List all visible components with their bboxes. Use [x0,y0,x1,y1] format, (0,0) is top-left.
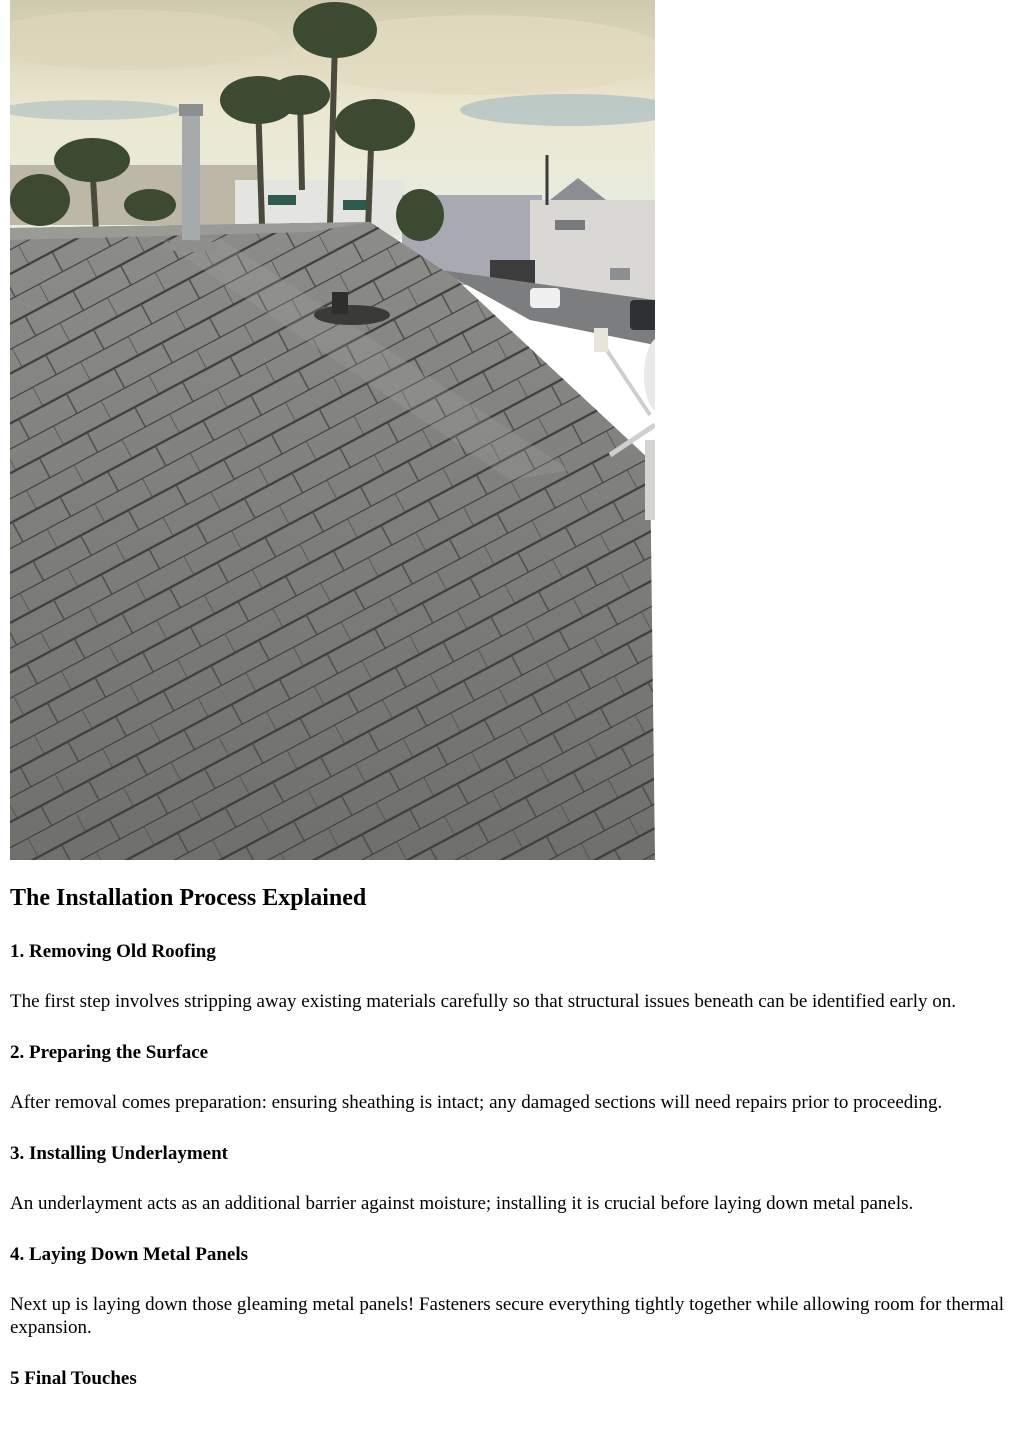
step-2-title: 2. Preparing the Surface [10,1042,209,1063]
roof-photo [10,0,655,860]
step-4-title: 4. Laying Down Metal Panels [10,1244,249,1265]
roof-photo-illustration [10,0,655,860]
step-3-title: 3. Installing Underlayment [10,1143,228,1164]
step-2-text: After removal comes preparation: ensuring sheathing is intact; any damaged sections will need repairs prior to proceeding. [10,1092,943,1113]
step-3-text: An underlayment acts as an additional barrier against moisture; installing it is crucial before laying down metal panels. [10,1193,914,1214]
step-4-text: Next up is laying down those gleaming metal panels! Fasteners secure everything tightly together while allowing room for thermal expansion. [10,1294,1005,1338]
step-1-title: 1. Removing Old Roofing [10,941,216,962]
step-5-title: 5 Final Touches [10,1368,137,1389]
vent-pipe [182,104,200,246]
step-1-text: The first step involves stripping away existing materials carefully so that structural issues beneath can be identified early on. [10,991,957,1012]
roof-vent [314,305,390,325]
section-heading: The Installation Process Explained [10,885,367,911]
